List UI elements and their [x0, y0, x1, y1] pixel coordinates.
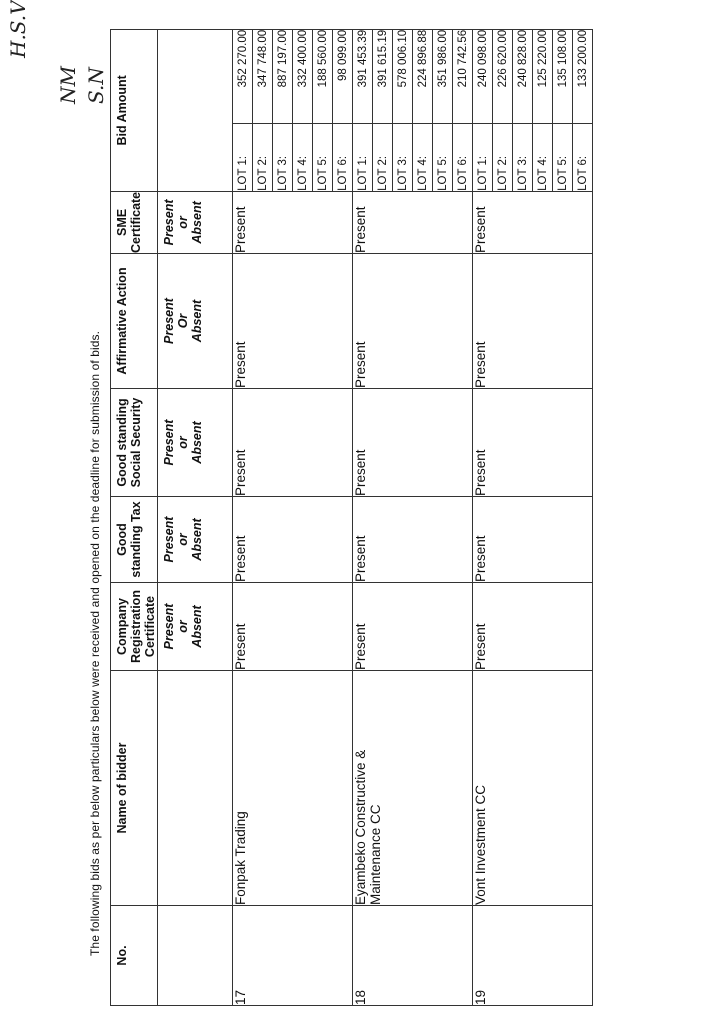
lot-label: LOT 2: [373, 123, 393, 191]
lot-label: LOT 5: [553, 123, 573, 191]
sub-present: Present [162, 603, 176, 650]
lot-label: LOT 4: [293, 123, 313, 191]
subheader-aa [158, 254, 233, 389]
handwritten-initials-1: H.S.V [6, 0, 30, 58]
sub-or: or [176, 436, 190, 449]
header-company: Company Registration Certificate [111, 583, 158, 671]
sub-absent: Absent [190, 518, 204, 561]
table-row [233, 29, 253, 1005]
company-registration-status: Present [473, 583, 593, 671]
sub-or: Or [176, 313, 190, 329]
affirmative-action-status: Present [353, 254, 473, 389]
bidder-no: 18 [353, 906, 473, 1006]
sub-or: or [176, 533, 190, 546]
social-security-status: Present [473, 389, 593, 497]
tax-status: Present [473, 497, 593, 583]
lot-amount: 240 098.00 [473, 29, 493, 123]
lot-label: LOT 2: [253, 123, 273, 191]
bidder-name: Fonpak Trading [233, 671, 353, 906]
lot-label: LOT 3: [513, 123, 533, 191]
sub-present: Present [162, 298, 176, 344]
sub-absent: Absent [190, 201, 204, 244]
lot-label: LOT 5: [313, 123, 333, 191]
lot-amount: 347 748.00 [253, 29, 273, 123]
lot-amount: 125 220.00 [533, 29, 553, 123]
bidder-name: Eyambeko Constructive & Maintenance CC [353, 671, 473, 906]
bidder-no: 17 [233, 906, 353, 1006]
company-registration-status: Present [233, 583, 353, 671]
lot-amount: 578 006.10 [393, 29, 413, 123]
lot-label: LOT 1: [353, 123, 373, 191]
header-social: Good standing Social Security [111, 389, 158, 497]
lot-label: LOT 1: [233, 123, 253, 191]
lot-label: LOT 6: [573, 123, 593, 191]
bidder-name: Vont Investment CC [473, 671, 593, 906]
subheader-company [158, 583, 233, 671]
header-tax: Good standing Tax [111, 497, 158, 583]
social-security-status: Present [233, 389, 353, 497]
bids-body [233, 29, 593, 1005]
lot-label: LOT 5: [433, 123, 453, 191]
sme-status: Present [353, 191, 473, 253]
lot-amount: 210 742.56 [453, 29, 473, 123]
handwritten-initials-3: S.N [84, 67, 108, 104]
lot-label: LOT 3: [393, 123, 413, 191]
sub-absent: Absent [190, 605, 204, 648]
sub-present: Present [162, 199, 176, 246]
subheader-name-empty [158, 671, 233, 906]
lot-label: LOT 3: [273, 123, 293, 191]
subheader-no-empty [158, 906, 233, 1006]
table-row [473, 29, 493, 1005]
lot-amount: 352 270.00 [233, 29, 253, 123]
tax-status: Present [233, 497, 353, 583]
lot-amount: 224 896.88 [413, 29, 433, 123]
subheader-social [158, 389, 233, 497]
lot-label: LOT 1: [473, 123, 493, 191]
handwritten-initials-2: NM [56, 66, 80, 104]
sub-absent: Absent [190, 299, 204, 343]
lot-amount: 135 108.00 [553, 29, 573, 123]
affirmative-action-status: Present [233, 254, 353, 389]
sub-present: Present [162, 516, 176, 563]
social-security-status: Present [353, 389, 473, 497]
sub-absent: Absent [190, 421, 204, 464]
lot-label: LOT 2: [493, 123, 513, 191]
bidder-no: 19 [473, 906, 593, 1006]
sub-or: or [176, 216, 190, 229]
lot-amount: 188 560.00 [313, 29, 333, 123]
header-name: Name of bidder [111, 671, 158, 906]
bids-table [110, 29, 593, 1006]
lot-label: LOT 6: [453, 123, 473, 191]
lot-amount: 133 200.00 [573, 29, 593, 123]
header-sme: SME Certificate [111, 191, 158, 253]
lot-amount: 332 400.00 [293, 29, 313, 123]
lot-amount: 391 615.19 [373, 29, 393, 123]
header-aa: Affirmative Action [111, 254, 158, 389]
tax-status: Present [353, 497, 473, 583]
subheader-sme [158, 191, 233, 253]
lot-amount: 98 099.00 [333, 29, 353, 123]
lot-amount: 351 986.00 [433, 29, 453, 123]
company-registration-status: Present [353, 583, 473, 671]
intro-text: The following bids as per below particulars below were received and opened on the deadline for submission of bids. [88, 330, 102, 956]
table-row [353, 29, 373, 1005]
header-no: No. [111, 906, 158, 1006]
lot-label: LOT 4: [533, 123, 553, 191]
subheader-bid-empty [158, 29, 233, 191]
sub-or: or [176, 620, 190, 633]
lot-amount: 226 620.00 [493, 29, 513, 123]
lot-amount: 391 453.39 [353, 29, 373, 123]
lot-amount: 887 197.00 [273, 29, 293, 123]
lot-amount: 240 828.00 [513, 29, 533, 123]
subheader-tax [158, 497, 233, 583]
sme-status: Present [473, 191, 593, 253]
sub-present: Present [162, 419, 176, 466]
sme-status: Present [233, 191, 353, 253]
affirmative-action-status: Present [473, 254, 593, 389]
lot-label: LOT 6: [333, 123, 353, 191]
lot-label: LOT 4: [413, 123, 433, 191]
header-bid: Bid Amount [111, 29, 158, 191]
